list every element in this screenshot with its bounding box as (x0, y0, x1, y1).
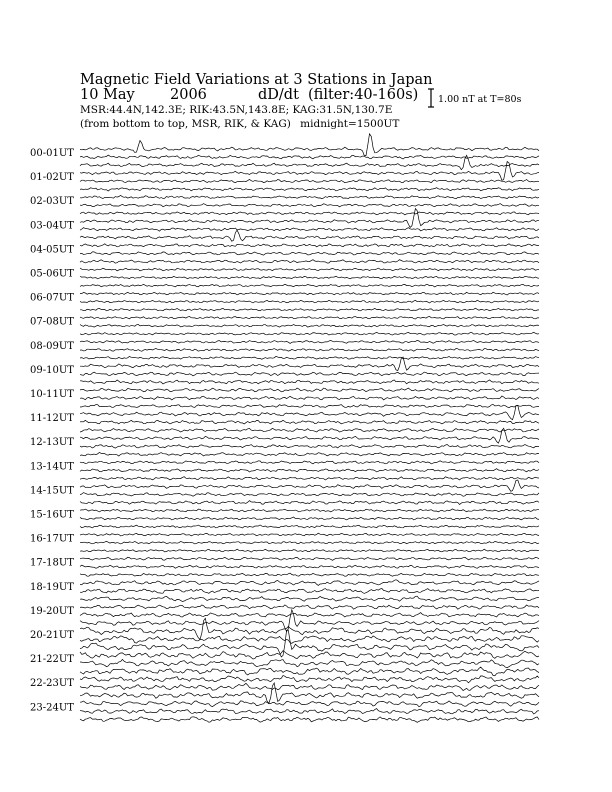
trace-kag-hour-10 (80, 388, 539, 392)
hour-label: 13-14UT (30, 461, 74, 473)
trace-rik-hour-11 (80, 420, 539, 424)
trace-msr-hour-18 (80, 596, 539, 601)
trace-kag-hour-11 (80, 405, 539, 419)
hour-label: 15-16UT (30, 509, 74, 521)
trace-msr-hour-4 (80, 260, 539, 263)
trace-msr-hour-2 (80, 212, 539, 215)
hour-label: 01-02UT (30, 172, 74, 184)
trace-kag-hour-5 (80, 268, 539, 271)
trace-rik-hour-18 (80, 589, 539, 594)
trace-kag-hour-15 (80, 509, 539, 512)
hour-label: 10-11UT (30, 389, 74, 400)
trace-kag-hour-22 (80, 676, 539, 683)
trace-msr-hour-12 (80, 452, 539, 456)
hour-label: 00-01UT (30, 148, 74, 159)
order-note: (from bottom to top, MSR, RIK, & KAG) (80, 118, 291, 130)
trace-msr-hour-23 (80, 717, 539, 723)
trace-group (80, 134, 539, 723)
stations-line: MSR:44.4N,142.3E; RIK:43.5N,143.8E; KAG:31.5N,130.7E (80, 104, 393, 116)
trace-rik-hour-13 (80, 469, 539, 472)
hour-label: 04-05UT (30, 244, 74, 256)
trace-msr-hour-11 (80, 428, 539, 432)
trace-rik-hour-8 (80, 348, 539, 351)
trace-kag-hour-16 (80, 533, 539, 536)
trace-msr-hour-22 (80, 683, 539, 703)
trace-rik-hour-1 (80, 179, 539, 182)
trace-kag-hour-23 (80, 701, 539, 707)
hour-label: 09-10UT (30, 364, 74, 376)
trace-kag-hour-18 (80, 580, 539, 586)
hour-label: 20-21UT (30, 630, 74, 641)
trace-rik-hour-10 (80, 396, 539, 400)
trace-msr-hour-6 (80, 308, 539, 311)
trace-msr-hour-14 (80, 501, 539, 505)
trace-kag-hour-4 (80, 244, 539, 247)
date-day: 10 May (80, 87, 135, 103)
hour-label: 16-17UT (30, 533, 74, 545)
trace-rik-hour-19 (80, 613, 539, 617)
trace-rik-hour-4 (80, 252, 539, 255)
trace-rik-hour-14 (80, 493, 539, 497)
trace-kag-hour-3 (80, 209, 539, 228)
trace-msr-hour-8 (80, 356, 539, 359)
trace-rik-hour-2 (80, 204, 539, 207)
hour-label: 07-08UT (30, 316, 74, 328)
trace-msr-hour-16 (80, 549, 539, 552)
filter-label: (filter:40-160s) (308, 87, 419, 103)
hour-label: 06-07UT (30, 292, 74, 304)
trace-msr-hour-7 (80, 332, 539, 335)
midnight-note: midnight=1500UT (300, 118, 400, 130)
trace-kag-hour-7 (80, 316, 539, 319)
trace-rik-hour-0 (80, 155, 539, 159)
trace-rik-hour-5 (80, 276, 539, 279)
hour-label-group (30, 148, 74, 713)
trace-msr-hour-5 (80, 284, 539, 287)
trace-kag-hour-8 (80, 340, 539, 343)
hour-label: 17-18UT (30, 557, 74, 569)
hour-label: 19-20UT (30, 605, 74, 617)
hour-label: 14-15UT (30, 485, 74, 497)
trace-rik-hour-20 (80, 636, 539, 644)
trace-msr-hour-10 (80, 405, 539, 408)
trace-rik-hour-12 (80, 445, 539, 449)
trace-kag-hour-0 (80, 134, 539, 156)
hour-label: 08-09UT (30, 340, 74, 352)
hour-label: 22-23UT (30, 678, 74, 690)
date-year: 2006 (170, 87, 207, 103)
trace-msr-hour-13 (80, 477, 539, 480)
trace-rik-hour-7 (80, 325, 539, 328)
trace-kag-hour-19 (80, 605, 539, 609)
chart-title: Magnetic Field Variations at 3 Stations in Japan (80, 72, 433, 88)
trace-rik-hour-6 (80, 300, 539, 303)
trace-msr-hour-3 (80, 230, 539, 241)
trace-rik-hour-3 (80, 228, 539, 232)
scale-label: 1.00 nT at T=80s (438, 94, 522, 105)
trace-rik-hour-21 (80, 659, 539, 667)
hour-label: 05-06UT (30, 268, 74, 280)
trace-rik-hour-16 (80, 541, 539, 544)
trace-rik-hour-9 (80, 372, 539, 376)
hour-label: 11-12UT (30, 413, 74, 425)
trace-rik-hour-23 (80, 709, 539, 714)
trace-rik-hour-17 (80, 565, 539, 568)
trace-msr-hour-19 (80, 610, 539, 632)
trace-msr-hour-15 (80, 525, 539, 528)
trace-msr-hour-21 (80, 667, 539, 676)
trace-msr-hour-17 (80, 573, 539, 576)
trace-kag-hour-21 (80, 651, 539, 659)
trace-kag-hour-17 (80, 557, 539, 560)
hour-label: 21-22UT (30, 654, 74, 666)
trace-kag-hour-14 (80, 480, 539, 491)
trace-rik-hour-22 (80, 683, 539, 690)
hour-label: 02-03UT (30, 196, 74, 208)
mode-label: dD/dt (258, 87, 299, 103)
trace-msr-hour-1 (80, 188, 539, 191)
trace-kag-hour-13 (80, 461, 539, 464)
trace-msr-hour-9 (80, 380, 539, 384)
trace-kag-hour-6 (80, 292, 539, 295)
trace-kag-hour-2 (80, 195, 539, 198)
trace-rik-hour-15 (80, 517, 539, 520)
hour-label: 23-24UT (30, 702, 74, 714)
scale-bar (428, 89, 434, 107)
hour-label: 03-04UT (30, 220, 74, 232)
hour-label: 12-13UT (30, 437, 74, 449)
hour-label: 18-19UT (30, 581, 74, 593)
